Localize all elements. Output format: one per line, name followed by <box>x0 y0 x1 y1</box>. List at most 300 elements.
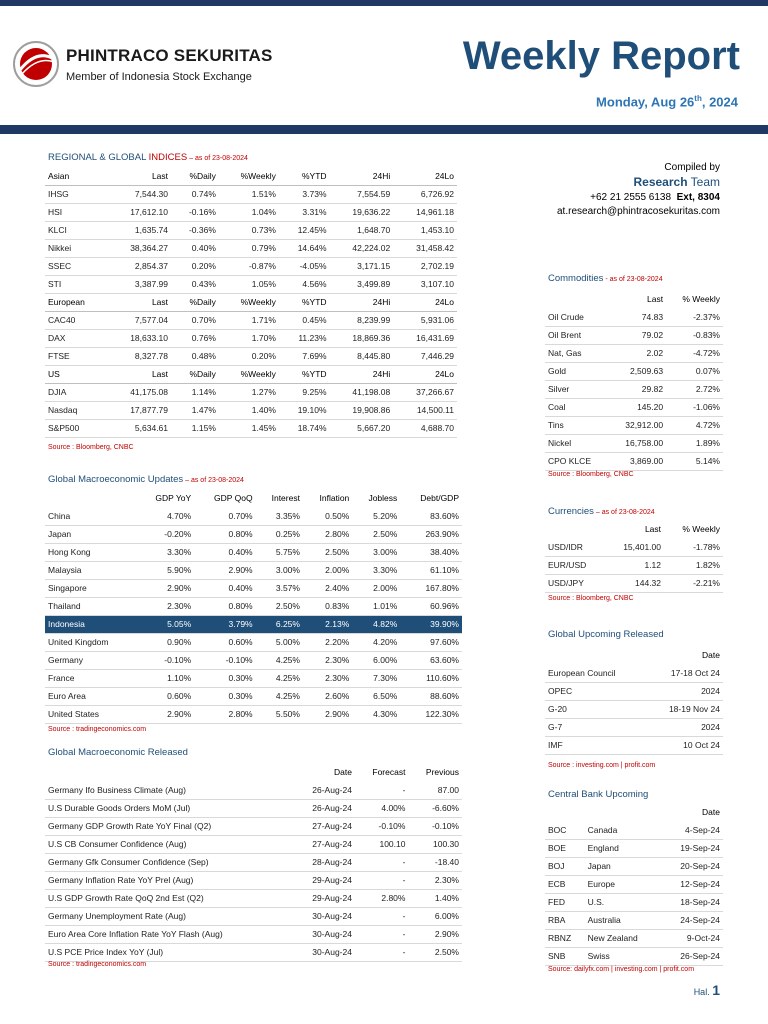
table-cell: Oil Crude <box>545 308 609 326</box>
table-cell: 14,500.11 <box>393 401 457 419</box>
table-cell: Asian <box>45 167 107 185</box>
table-cell: Germany Unemployment Rate (Aug) <box>45 907 292 925</box>
table-row <box>45 669 462 687</box>
table-cell: 0.60% <box>137 687 195 705</box>
table-cell: 18,633.10 <box>107 329 171 347</box>
table-row <box>45 817 462 835</box>
table-cell: 31,458.42 <box>393 239 457 257</box>
table-cell: 145.20 <box>609 398 666 416</box>
table-cell: Hong Kong <box>45 543 137 561</box>
header-separator <box>0 125 768 134</box>
table-cell: 3.00% <box>352 543 400 561</box>
table-cell: 20-Sep-24 <box>661 857 723 875</box>
table-row <box>545 308 723 326</box>
table-cell: 0.20% <box>219 347 279 365</box>
table-cell: 12.45% <box>279 221 330 239</box>
table-row <box>45 687 462 705</box>
table-cell: Swiss <box>585 947 661 965</box>
released-source: Source : tradingeconomics.com <box>48 961 147 968</box>
compiled-team: Research Team <box>633 175 720 189</box>
table-cell: 27-Aug-24 <box>292 817 355 835</box>
table-cell: 63.60% <box>400 651 462 669</box>
table-cell: Nickel <box>545 434 609 452</box>
table-cell: Coal <box>545 398 609 416</box>
table-cell: 18-Sep-24 <box>661 893 723 911</box>
table-cell: 4.56% <box>279 275 330 293</box>
table-cell: 0.30% <box>194 669 255 687</box>
table-cell: 2.20% <box>303 633 352 651</box>
table-row <box>45 419 457 437</box>
table-cell: %Weekly <box>219 365 279 383</box>
table-cell: Germany Inflation Rate YoY Prel (Aug) <box>45 871 292 889</box>
table-cell: 2.72% <box>666 380 723 398</box>
table-cell: -0.36% <box>171 221 219 239</box>
top-bar <box>0 0 768 6</box>
table-cell: 144.32 <box>605 574 664 592</box>
table-row <box>545 875 723 893</box>
table-row <box>545 434 723 452</box>
table-cell: BOJ <box>545 857 585 875</box>
compiled-by-block <box>557 161 720 219</box>
table-cell: Nasdaq <box>45 401 107 419</box>
table-cell: Date <box>334 767 352 777</box>
page-number: 1 <box>712 982 720 998</box>
table-cell: 83.60% <box>400 507 462 525</box>
table-cell: 39.90% <box>400 615 462 633</box>
table-cell: %Weekly <box>219 293 279 311</box>
table-cell: EUR/USD <box>545 556 605 574</box>
table-cell: % Weekly <box>682 294 720 304</box>
upcoming-section-title: Global Upcoming Released <box>548 629 664 640</box>
table-cell: 2.90% <box>303 705 352 723</box>
table-cell: 100.30 <box>408 835 462 853</box>
table-cell: 1,635.74 <box>107 221 171 239</box>
table-cell: European <box>45 293 107 311</box>
table-cell: 2.50% <box>352 525 400 543</box>
table-cell: 8,327.78 <box>107 347 171 365</box>
table-cell: Euro Area Core Inflation Rate YoY Flash (Aug) <box>45 925 292 943</box>
table-cell: 2.00% <box>352 579 400 597</box>
table-cell: Last <box>107 167 171 185</box>
table-cell: 3.57% <box>256 579 303 597</box>
table-cell: RBNZ <box>545 929 585 947</box>
table-cell: 1,453.10 <box>393 221 457 239</box>
table-cell: 5.14% <box>666 452 723 470</box>
table-cell: 1.12 <box>605 556 664 574</box>
table-cell: KLCI <box>45 221 107 239</box>
table-row <box>545 344 723 362</box>
table-cell: 0.30% <box>194 687 255 705</box>
table-cell: GDP QoQ <box>214 493 253 503</box>
table-cell: 29-Aug-24 <box>292 871 355 889</box>
table-cell: 8,239.99 <box>330 311 394 329</box>
table-cell <box>545 290 609 308</box>
table-cell: Euro Area <box>45 687 137 705</box>
table-row <box>45 275 457 293</box>
table-cell: Malaysia <box>45 561 137 579</box>
table-cell: G-20 <box>545 700 645 718</box>
table-cell: 88.60% <box>400 687 462 705</box>
table-cell: HSI <box>45 203 107 221</box>
table-cell: 2.60% <box>303 687 352 705</box>
table-cell <box>545 646 645 664</box>
table-cell: 2.80% <box>355 889 409 907</box>
table-cell: 0.70% <box>171 311 219 329</box>
table-cell: 2.90% <box>137 579 195 597</box>
compiled-phone: +62 21 2555 6138 Ext, 8304 <box>590 192 720 203</box>
table-cell: 19.10% <box>279 401 330 419</box>
table-cell: Nikkei <box>45 239 107 257</box>
table-cell: United States <box>45 705 137 723</box>
report-title: Weekly Report <box>462 34 740 78</box>
table-cell: 4-Sep-24 <box>661 821 723 839</box>
table-cell: - <box>355 781 409 799</box>
table-cell: 100.10 <box>355 835 409 853</box>
table-cell: 10 Oct 24 <box>645 736 723 754</box>
table-cell: 7.30% <box>352 669 400 687</box>
table-header-row <box>545 803 723 821</box>
table-row <box>545 857 723 875</box>
table-cell: RBA <box>545 911 585 929</box>
table-cell: 4,688.70 <box>393 419 457 437</box>
table-cell: 1.51% <box>219 185 279 203</box>
table-cell: U.S GDP Growth Rate QoQ 2nd Est (Q2) <box>45 889 292 907</box>
table-cell: Japan <box>585 857 661 875</box>
table-cell: G-7 <box>545 718 645 736</box>
table-cell: 38,364.27 <box>107 239 171 257</box>
table-row <box>45 401 457 419</box>
table-cell: IMF <box>545 736 645 754</box>
table-cell: 0.79% <box>219 239 279 257</box>
table-cell <box>545 803 585 821</box>
table-cell: Singapore <box>45 579 137 597</box>
table-cell: %Daily <box>171 293 219 311</box>
table-group-header <box>45 365 457 383</box>
table-cell: 41,175.08 <box>107 383 171 401</box>
table-cell: 14.64% <box>279 239 330 257</box>
table-cell: 3.31% <box>279 203 330 221</box>
table-cell: 2.50% <box>408 943 462 961</box>
table-cell: 3.00% <box>256 561 303 579</box>
table-cell: 26-Aug-24 <box>292 799 355 817</box>
table-cell: BOC <box>545 821 585 839</box>
currencies-table <box>545 520 723 593</box>
table-cell: 27-Aug-24 <box>292 835 355 853</box>
table-cell: Debt/GDP <box>420 493 459 503</box>
table-cell: 8,445.80 <box>330 347 394 365</box>
table-cell: 6.25% <box>256 615 303 633</box>
upcoming-source: Source : investing.com | profit.com <box>548 762 656 769</box>
table-cell <box>45 763 292 781</box>
table-cell: Europe <box>585 875 661 893</box>
table-row <box>45 781 462 799</box>
company-name: PHINTRACO SEKURITAS <box>66 46 273 65</box>
table-cell: Japan <box>45 525 137 543</box>
table-cell: Last <box>107 365 171 383</box>
table-row <box>45 221 457 239</box>
table-cell: United Kingdom <box>45 633 137 651</box>
table-cell: 6.00% <box>352 651 400 669</box>
table-header-row <box>45 489 462 507</box>
table-row <box>45 579 462 597</box>
table-row <box>45 525 462 543</box>
table-cell: 16,758.00 <box>609 434 666 452</box>
table-cell: 3.30% <box>352 561 400 579</box>
table-cell: New Zealand <box>585 929 661 947</box>
table-cell: SNB <box>545 947 585 965</box>
table-row <box>45 239 457 257</box>
table-cell: 42,224.02 <box>330 239 394 257</box>
macro-section-title: Global Macroeconomic Updates – as of 23-08-2024 <box>48 474 244 485</box>
table-header-row <box>545 290 723 308</box>
table-cell: 5,634.61 <box>107 419 171 437</box>
table-cell: Gold <box>545 362 609 380</box>
table-cell: CAC40 <box>45 311 107 329</box>
table-cell: 18-19 Nov 24 <box>645 700 723 718</box>
table-cell: SSEC <box>45 257 107 275</box>
table-cell: 79.02 <box>609 326 666 344</box>
table-cell: Last <box>644 524 662 534</box>
released-table <box>45 763 462 962</box>
table-cell: Thailand <box>45 597 137 615</box>
table-row <box>45 835 462 853</box>
table-cell <box>545 520 605 538</box>
table-cell: 61.10% <box>400 561 462 579</box>
table-row <box>45 543 462 561</box>
table-cell: OPEC <box>545 682 645 700</box>
table-cell: 1.82% <box>664 556 723 574</box>
table-cell: Indonesia <box>45 615 137 633</box>
table-cell: 3.35% <box>256 507 303 525</box>
central-bank-table <box>545 803 723 966</box>
table-cell: 2.30% <box>137 597 195 615</box>
table-row <box>545 416 723 434</box>
table-cell: 5,931.06 <box>393 311 457 329</box>
table-cell: 2.90% <box>137 705 195 723</box>
table-cell: U.S PCE Price Index YoY (Jul) <box>45 943 292 961</box>
table-cell: 26-Sep-24 <box>661 947 723 965</box>
table-cell: Last <box>107 293 171 311</box>
table-cell: %Daily <box>171 167 219 185</box>
table-cell: 4.72% <box>666 416 723 434</box>
table-cell: - <box>355 925 409 943</box>
table-cell: 0.60% <box>194 633 255 651</box>
table-row <box>545 839 723 857</box>
table-row <box>45 507 462 525</box>
table-cell: Last <box>646 294 664 304</box>
table-row <box>45 561 462 579</box>
table-cell: -0.83% <box>666 326 723 344</box>
indices-section-title: REGIONAL & GLOBAL INDICES – as of 23-08-2024 <box>48 152 248 163</box>
table-cell: 3.79% <box>194 615 255 633</box>
table-cell: Forecast <box>372 767 406 777</box>
table-row <box>545 893 723 911</box>
table-cell: 30-Aug-24 <box>292 925 355 943</box>
table-cell: 6,726.92 <box>393 185 457 203</box>
table-cell: %Daily <box>171 365 219 383</box>
table-cell: 4.30% <box>352 705 400 723</box>
table-cell: 2,509.63 <box>609 362 666 380</box>
table-cell: -0.10% <box>408 817 462 835</box>
table-cell: Previous <box>425 767 459 777</box>
table-cell: England <box>585 839 661 857</box>
table-cell: 5.05% <box>137 615 195 633</box>
table-cell: 0.80% <box>194 525 255 543</box>
table-cell: -2.21% <box>664 574 723 592</box>
table-cell: 5.90% <box>137 561 195 579</box>
table-cell: 0.74% <box>171 185 219 203</box>
table-cell: 1,648.70 <box>330 221 394 239</box>
commodities-source: Source : Bloomberg, CNBC <box>548 471 634 478</box>
table-row <box>45 597 462 615</box>
table-cell: European Council <box>545 664 645 682</box>
table-cell: 17,877.79 <box>107 401 171 419</box>
table-cell: 0.90% <box>137 633 195 651</box>
table-cell: 2.13% <box>303 615 352 633</box>
phintraco-logo-icon <box>12 40 60 88</box>
table-group-header <box>45 167 457 185</box>
table-cell: 87.00 <box>408 781 462 799</box>
table-row <box>545 821 723 839</box>
table-cell: -0.87% <box>219 257 279 275</box>
table-cell: 0.70% <box>194 507 255 525</box>
macro-source: Source : tradingeconomics.com <box>48 726 147 733</box>
table-cell: 0.07% <box>666 362 723 380</box>
table-cell: STI <box>45 275 107 293</box>
table-cell: 16,431.69 <box>393 329 457 347</box>
table-cell: - <box>355 871 409 889</box>
table-cell: 122.30% <box>400 705 462 723</box>
table-row <box>545 362 723 380</box>
table-row <box>45 329 457 347</box>
table-cell: IHSG <box>45 185 107 203</box>
table-cell: Oil Brent <box>545 326 609 344</box>
table-cell: 1.10% <box>137 669 195 687</box>
table-cell: ECB <box>545 875 585 893</box>
table-cell: U.S. <box>585 893 661 911</box>
table-cell: 32,912.00 <box>609 416 666 434</box>
table-cell: USD/JPY <box>545 574 605 592</box>
table-row <box>545 700 723 718</box>
table-row <box>545 380 723 398</box>
table-cell: 4.20% <box>352 633 400 651</box>
table-row <box>45 705 462 723</box>
table-cell: 74.83 <box>609 308 666 326</box>
table-cell: 2.90% <box>408 925 462 943</box>
table-cell: 1.15% <box>171 419 219 437</box>
table-row <box>545 398 723 416</box>
table-cell: 2.30% <box>303 669 352 687</box>
table-cell: 0.43% <box>171 275 219 293</box>
table-cell: 9.25% <box>279 383 330 401</box>
table-row <box>45 257 457 275</box>
table-cell <box>45 489 137 507</box>
table-cell: 29-Aug-24 <box>292 889 355 907</box>
table-cell: Australia <box>585 911 661 929</box>
table-row <box>545 736 723 754</box>
table-cell: 97.60% <box>400 633 462 651</box>
table-cell: 2024 <box>645 718 723 736</box>
company-tagline: Member of Indonesia Stock Exchange <box>66 71 252 83</box>
table-cell: 0.48% <box>171 347 219 365</box>
table-cell: 19,636.22 <box>330 203 394 221</box>
table-cell: S&P500 <box>45 419 107 437</box>
table-cell: 24Lo <box>393 293 457 311</box>
table-row <box>45 311 457 329</box>
table-cell: -4.05% <box>279 257 330 275</box>
table-cell: 110.60% <box>400 669 462 687</box>
table-cell: Date <box>702 650 720 660</box>
table-row <box>45 799 462 817</box>
table-cell: -0.10% <box>355 817 409 835</box>
table-cell: 0.40% <box>194 579 255 597</box>
table-cell: -6.60% <box>408 799 462 817</box>
table-cell: US <box>45 365 107 383</box>
table-group-header <box>45 293 457 311</box>
table-header-row <box>45 763 462 781</box>
released-section-title: Global Macroeconomic Released <box>48 747 188 758</box>
table-cell: 18,869.36 <box>330 329 394 347</box>
currencies-source: Source : Bloomberg, CNBC <box>548 595 634 602</box>
table-row <box>45 943 462 961</box>
table-cell: 1.71% <box>219 311 279 329</box>
table-cell: 19-Sep-24 <box>661 839 723 857</box>
table-cell: 12-Sep-24 <box>661 875 723 893</box>
table-cell: 0.83% <box>303 597 352 615</box>
table-cell: 1.45% <box>219 419 279 437</box>
table-cell: -0.10% <box>194 651 255 669</box>
table-row <box>45 633 462 651</box>
table-cell: Tins <box>545 416 609 434</box>
table-cell: 1.05% <box>219 275 279 293</box>
table-cell: 0.50% <box>303 507 352 525</box>
table-cell: 4.25% <box>256 669 303 687</box>
currencies-section-title: Currencies – as of 23-08-2024 <box>548 506 655 517</box>
table-cell: 6.00% <box>408 907 462 925</box>
table-cell: %YTD <box>279 293 330 311</box>
table-cell: %YTD <box>279 365 330 383</box>
table-row <box>45 889 462 907</box>
table-row <box>545 452 723 470</box>
table-cell: 7,577.04 <box>107 311 171 329</box>
upcoming-table <box>545 646 723 755</box>
table-cell: -1.78% <box>664 538 723 556</box>
table-cell: 0.40% <box>171 239 219 257</box>
table-cell: Germany <box>45 651 137 669</box>
table-cell: 1.47% <box>171 401 219 419</box>
table-cell: 2.50% <box>303 543 352 561</box>
table-cell: Germany GDP Growth Rate YoY Final (Q2) <box>45 817 292 835</box>
commodities-section-title: Commodities - as of 23-08-2024 <box>548 273 663 284</box>
table-cell: 24Hi <box>330 293 394 311</box>
table-cell: 1.89% <box>666 434 723 452</box>
table-cell: 2024 <box>645 682 723 700</box>
table-cell: Germany Gfk Consumer Confidence (Sep) <box>45 853 292 871</box>
table-cell: 7.69% <box>279 347 330 365</box>
table-cell: 41,198.08 <box>330 383 394 401</box>
table-cell <box>585 803 661 821</box>
table-row <box>545 574 723 592</box>
table-cell: 4.25% <box>256 651 303 669</box>
table-cell: 2.80% <box>194 705 255 723</box>
table-cell: - <box>355 907 409 925</box>
table-cell: 5.75% <box>256 543 303 561</box>
page-footer: Hal. 1 <box>693 982 720 998</box>
table-row <box>545 538 723 556</box>
table-cell: 2.02 <box>609 344 666 362</box>
table-cell: 2.90% <box>194 561 255 579</box>
table-cell: 19,908.86 <box>330 401 394 419</box>
